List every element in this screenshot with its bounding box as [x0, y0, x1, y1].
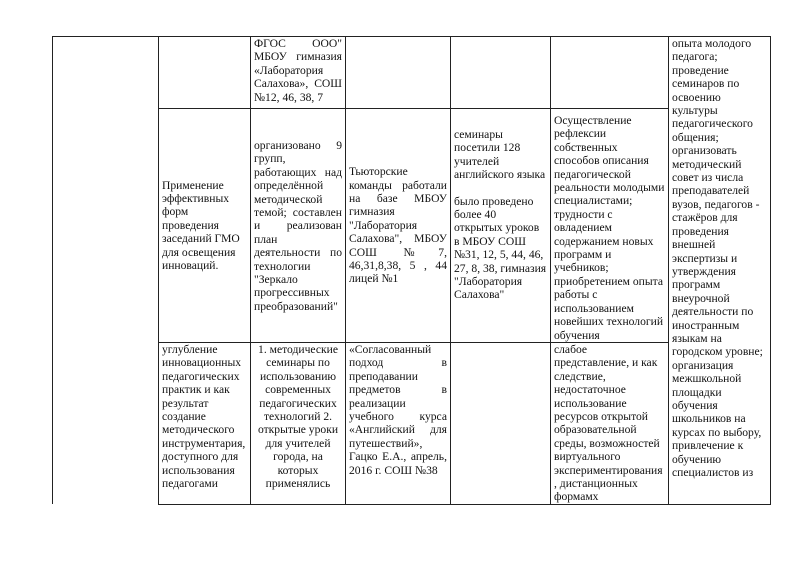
- report-table: [52, 36, 771, 505]
- table-cell-empty: [451, 342, 551, 504]
- table-cell: «Согласованный подход в преподавании предметов в реализации учебного курса «Английский для путешествий», Гацко Е.А., апрель, 2016 г. СОШ №38: [346, 342, 451, 504]
- table-cell-empty: [346, 37, 451, 109]
- table-cell: углубление инновационных педагогических практик и как результат создание методического инструментария, доступного для использования педагогами: [159, 342, 251, 504]
- table-cell: ФГОС ООО" МБОУ гимназия «Лаборатория Салахова», СОШ №12, 46, 38, 7: [251, 37, 346, 109]
- table-row: [53, 109, 771, 343]
- table-row: [53, 37, 771, 109]
- table-cell-empty: [551, 37, 669, 109]
- table-cell: Применение эффективных форм проведения заседаний ГМО для освещения инноваций.: [159, 109, 251, 343]
- table-cell-empty: [451, 37, 551, 109]
- table-cell-empty: [159, 37, 251, 109]
- table-cell: [451, 109, 551, 343]
- table-cell: Осуществление рефлексии собственных способов описания педагогической реальности молодыми специалистами; трудности с овладением содержанием новых программ и учебников; приобретением опыта работы с использованием новейших технологий обучения: [551, 109, 669, 343]
- table-cell: Тьюторские команды работали на базе МБОУ гимназия "Лаборатория Салахова", МБОУ СОШ №7, 46,31,8,38, 5 , 44 лицей №1: [346, 109, 451, 343]
- table-border-extension: [52, 466, 53, 486]
- table-cell: 1. методические семинары по использованию современных педагогических технологий 2. открытые уроки для учителей города, на которых применялись: [251, 342, 346, 504]
- table-cell-empty: [53, 37, 159, 505]
- table-cell: слабое представление, и как следствие, недостаточное использование ресурсов открытой образовательной среды, возможностей виртуального экспериментирования, дистанционных формамх: [551, 342, 669, 504]
- table-cell-last-column: опыта молодого педагога; проведение семинаров по освоению культуры педагогического общения; организовать методический совет из числа преподавателей вузов, педагогов - стажёров для проведения внешней экспертизы и утверждения программ внеурочной деятельности по иностранным языкам на городском уровне; организация межшкольной площадки обучения школьников на курсах по выбору, привлечение к обучению специалистов из: [669, 37, 771, 505]
- cell-paragraph: было проведено более 40 открытых уроков в МБОУ СОШ №31, 12, 5, 44, 46, 27, 8, 38, гимназия "Лаборатория Салахова": [454, 194, 547, 302]
- table-cell: организовано 9 групп, работающих над определённой методической темой; составлен и реализован план деятельности по технологии "Зеркало прогрессивных преобразований": [251, 109, 346, 343]
- cell-paragraph: семинары посетили 128 учителей английского языка: [454, 128, 546, 182]
- table-row: [53, 342, 771, 504]
